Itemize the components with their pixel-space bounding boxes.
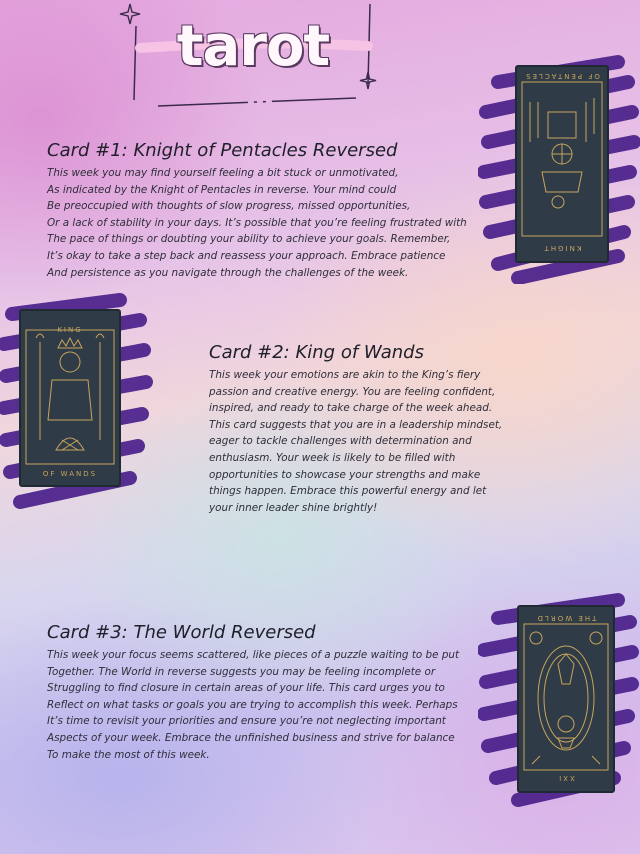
- card-3-description: [47, 647, 487, 763]
- card-1-line: As indicated by the Knight of Pentacles in reverse. Your mind could: [47, 183, 397, 196]
- card-2-line: eager to tackle challenges with determination and: [209, 435, 472, 448]
- card-face: [20, 310, 120, 486]
- card-1-line: Or a lack of stability in your days. It’s possible that you’re feeling frustrated with: [47, 216, 467, 229]
- card-2-line: opportunities to showcase your strengths and make: [209, 468, 481, 481]
- card-2-line: enthusiasm. Your week is likely to be filled with: [209, 451, 456, 464]
- card-3-heading: Card #3: The World Reversed: [47, 622, 316, 643]
- card-2-line: passion and creative energy. You are feeling confident,: [209, 385, 496, 398]
- card-3-line: Reflect on what tasks or goals you are trying to accomplish this week. Perhaps: [47, 698, 458, 711]
- card-2-description: [209, 367, 509, 516]
- card-1-section: [47, 140, 487, 281]
- card-2-line: your inner leader shine brightly!: [209, 501, 378, 514]
- card-2-line: This week your emotions are akin to the King’s fiery: [209, 369, 481, 381]
- card-3-bottom-label: XXI: [557, 774, 575, 782]
- card-1-heading: Card #1: Knight of Pentacles Reversed: [47, 140, 398, 161]
- card-3-line: Aspects of your week. Embrace the unfinished business and strive for balance: [47, 731, 455, 744]
- card-2-top-label: KING: [57, 326, 83, 334]
- card-1-line: This week you may find yourself feeling a bit stuck or unmotivated,: [47, 167, 399, 179]
- card-3-line: To make the most of this week.: [47, 748, 210, 761]
- card-1-top-label: OF PENTACLES: [524, 72, 600, 80]
- card-3-line: It’s time to revisit your priorities and ensure you’re not neglecting important: [47, 715, 446, 728]
- card-2-bottom-label: OF WANDS: [42, 470, 98, 478]
- card-3-line: Together. The World in reverse suggests you may be feeling incomplete or: [47, 665, 436, 678]
- card-1-description: [47, 165, 487, 281]
- card-1-image: [478, 42, 640, 284]
- card-2-line: things happen. Embrace this powerful energy and let: [209, 485, 487, 498]
- card-1-line: And persistence as you navigate through the challenges of the week.: [47, 266, 409, 279]
- card-3-line: Struggling to find closure in certain areas of your life. This card urges you to: [47, 682, 445, 695]
- card-2-line: This card suggests that you are in a leadership mindset,: [209, 418, 503, 431]
- logo-word: tarot: [176, 14, 330, 79]
- card-3-top-label: THE WORLD: [535, 614, 597, 622]
- card-3-section: [47, 622, 487, 763]
- card-2-image: [0, 290, 160, 522]
- tarot-logo: [118, 0, 388, 112]
- card-2-section: [209, 342, 509, 516]
- card-3-image: [478, 588, 640, 808]
- card-2-line: inspired, and ready to take charge of the week ahead.: [209, 402, 493, 415]
- card-3-line: This week your focus seems scattered, like pieces of a puzzle waiting to be put: [47, 649, 460, 661]
- card-1-line: The pace of things or doubting your ability to achieve your goals. Remember,: [47, 233, 451, 246]
- card-1-line: Be preoccupied with thoughts of slow progress, missed opportunities,: [47, 200, 411, 213]
- card-1-bottom-label: KNIGHT: [542, 244, 582, 252]
- card-1-line: It’s okay to take a step back and reassess your approach. Embrace patience: [47, 249, 446, 262]
- card-2-heading: Card #2: King of Wands: [209, 342, 424, 363]
